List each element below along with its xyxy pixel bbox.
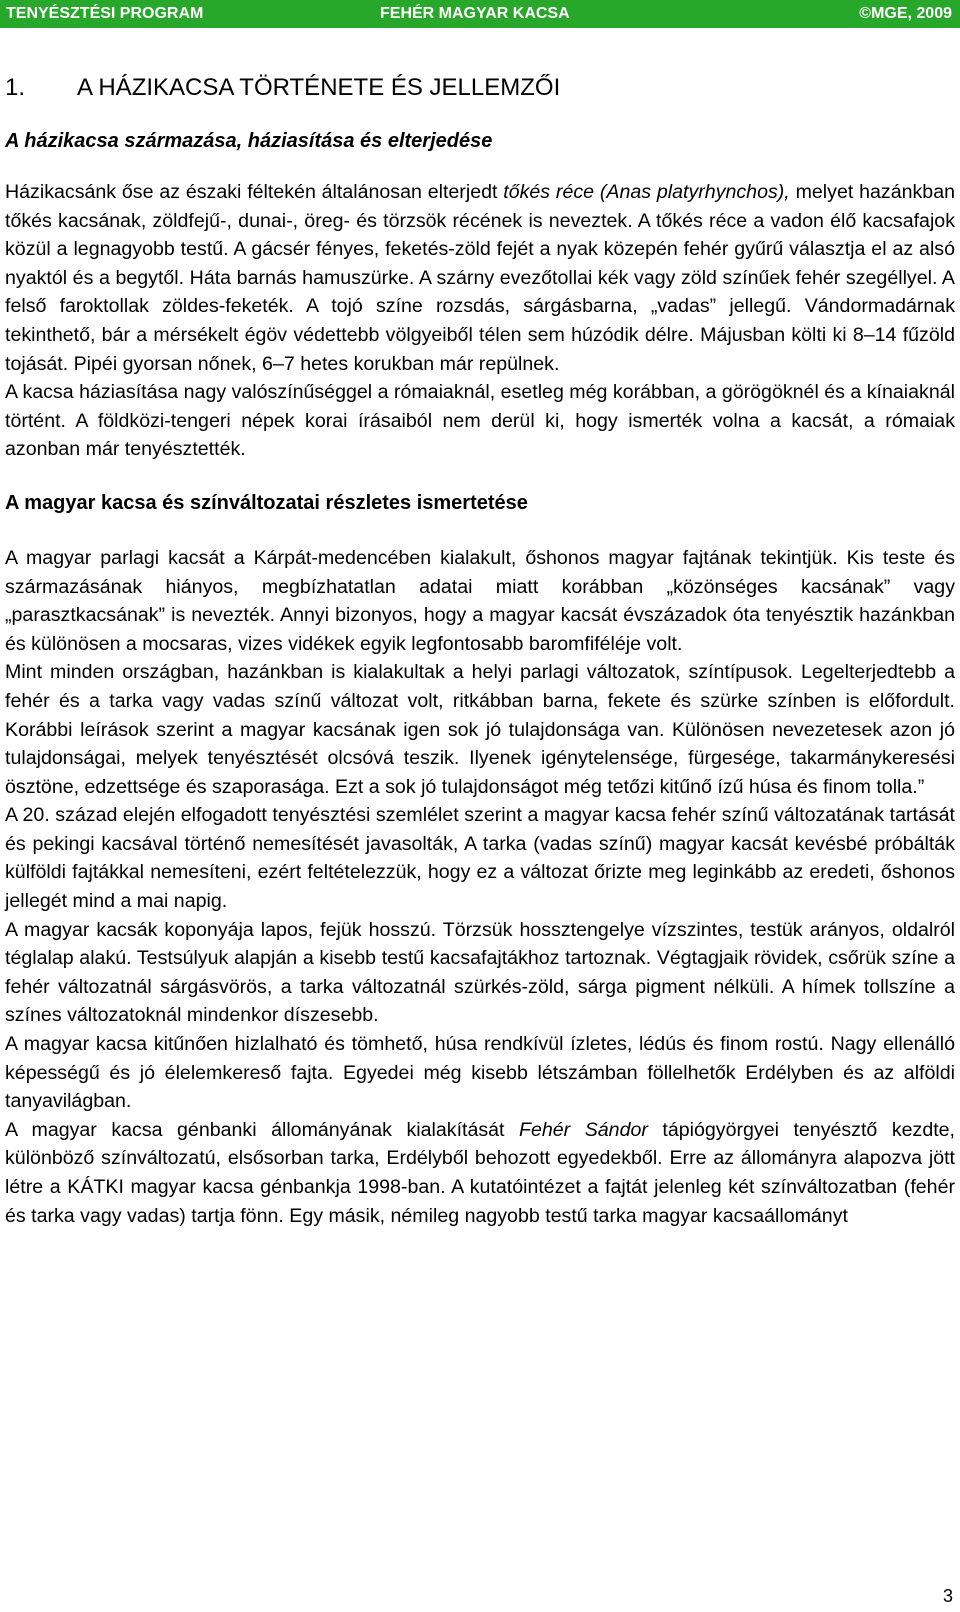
section2-paragraph-2: Mint minden országban, hazánkban is kialakultak a helyi parlagi változatok, színtípusok. Legelterjedtebb a fehér és a tarka vagy vadas színű változat volt, ritkábban barna, fekete és szürke színben is előfordult. Korábbi leírások szerint a magyar kacsának igen sok jó tulajdonsága van. Különösen nevezetesek azon jó tulajdonságai, melyek tenyésztését olcsóvá teszik. Ilyenek igénytelensége, fürgesége, takarmánykeresési ösztöne, edzettsége és szaporasága. Ezt a sok jó tulajdonságot még tetőzi kitűnő ízű húsa és finom tolla.”	[5, 661, 955, 798]
section2-p6-text-a: A magyar kacsa génbanki állományának kialakítását	[5, 1118, 520, 1141]
section2-paragraph-3: A 20. század elején elfogadott tenyésztési szemlélet szerint a magyar kacsa fehér színű változatának tartását és pekingi kacsával történő nemesítését javasolták, A tarka (vadas színű) magyar kacsát kevésbé próbálták külföldi fajtákkal nemesíteni, ezért feltételezzük, hogy ez a változat őrizte meg leginkább az eredeti, őshonos jellegét mind a mai napig.	[5, 804, 955, 913]
chapter-heading	[5, 73, 955, 103]
document-body	[5, 73, 955, 1230]
section1-p1-text-b: melyet hazánkban tőkés kacsának, zöldfejű-, dunai-, öreg- és törzsök récének is neveztek. A tőkés réce a vadon élő kacsafajok közül a legnagyobb testű. A gácsér fényes, feketés-zöld fejét a nyak közepén fehér gyűrű választja el az alsó nyaktól és a begytől. Háta barnás hamuszürke. A szárny evezőtollai kék vagy zöld színűek fehér szegéllyel. A felső faroktollak zöldes-feketék. A tojó színe rozsdás, sárgásbarna, „vadas” jellegű. Vándormadárnak tekinthető, bár a mérsékelt égöv védettebb völgyeiből télen sem húzódik délre. Májusban költi ki 8–14 fűzöld tojását. Pipéi gyorsan nőnek, 6–7 hetes korukban már repülnek.	[5, 181, 955, 375]
section1-paragraph-1	[5, 178, 955, 378]
chapter-number: 1.	[5, 74, 26, 101]
header-program: TENYÉSZTÉSI PROGRAM	[6, 5, 204, 22]
header-title: FEHÉR MAGYAR KACSA	[380, 5, 570, 22]
section1-title: A házikacsa származása, háziasítása és elterjedése	[5, 130, 493, 152]
section2-p6-text-b: tápiógyörgyei tenyésztő kezdte, különböző színváltozatú, elsősorban tarka, Erdélyből behozott egyedekből. Erre az állományra alapozva jött létre a KÁTKI magyar kacsa génbankja 1998-ban. A kutatóintézet a fajtát jelenleg két színváltozatban (fehér és tarka vagy vadas) tartja fönn. Egy másik, némileg nagyobb testű tarka magyar kacsaállományt	[5, 1118, 956, 1227]
section1-p1-text-a: Házikacsánk őse az északi féltekén általánosan elterjedt	[5, 181, 504, 203]
section2-paragraph-1: A magyar parlagi kacsát a Kárpát-medencében kialakult, őshonos magyar fajtának tekintjük. Kis teste és származásának hiányos, megbízhatatlan adatai miatt korábban „közönséges kacsának” vagy „parasztkacsának” is nevezték. Annyi bizonyos, hogy a magyar kacsát évszázadok óta tenyésztik hazánkban és különösen a mocsaras, vizes vidékek egyik legfontosabb baromfiféléje volt.	[5, 546, 955, 655]
section2-paragraph-6	[5, 1116, 955, 1230]
page-header	[0, 0, 960, 28]
header-copyright: ©MGE, 2009	[859, 5, 952, 22]
section2-paragraph-4: A magyar kacsák koponyája lapos, fejük hosszú. Törzsük hossztengelye vízszintes, testük arányos, oldalról téglalap alakú. Testsúlyuk alapján a kisebb testű kacsafajtákhoz tartoznak. Végtagjaik rövidek, csőrük színe a fehér változatnál sárgásvörös, a tarka változatnál szürkés-zöld, sárga pigment nélküli. A hímek tollszíne a színes változatoknál mindenkor díszesebb.	[5, 918, 955, 1027]
section2-title: A magyar kacsa és színváltozatai részletes ismertetése	[5, 491, 528, 514]
chapter-title: A HÁZIKACSA TÖRTÉNETE ÉS JELLEMZŐI	[77, 74, 561, 101]
breeder-name: Fehér Sándor	[519, 1118, 648, 1141]
page-number: 3	[942, 1586, 953, 1606]
section2-paragraph-5: A magyar kacsa kitűnően hizlalható és tömhető, húsa rendkívül ízletes, lédús és finom rostú. Nagy ellenálló képességű és jó élelemkereső fajta. Egyedei még kisebb létszámban föllelhetők Erdélyben és az alföldi tanyavilágban.	[5, 1033, 955, 1113]
section1-paragraph-2: A kacsa háziasítása nagy valószínűséggel a rómaiaknál, esetleg még korábban, a görögöknél és a kínaiaknál történt. A földközi-tengeri népek korai írásaiból nem derül ki, hogy ismerték volna a kacsát, a rómaiak azonban már tenyésztették.	[5, 381, 955, 461]
species-name: tőkés réce (Anas platyrhynchos),	[503, 181, 790, 203]
